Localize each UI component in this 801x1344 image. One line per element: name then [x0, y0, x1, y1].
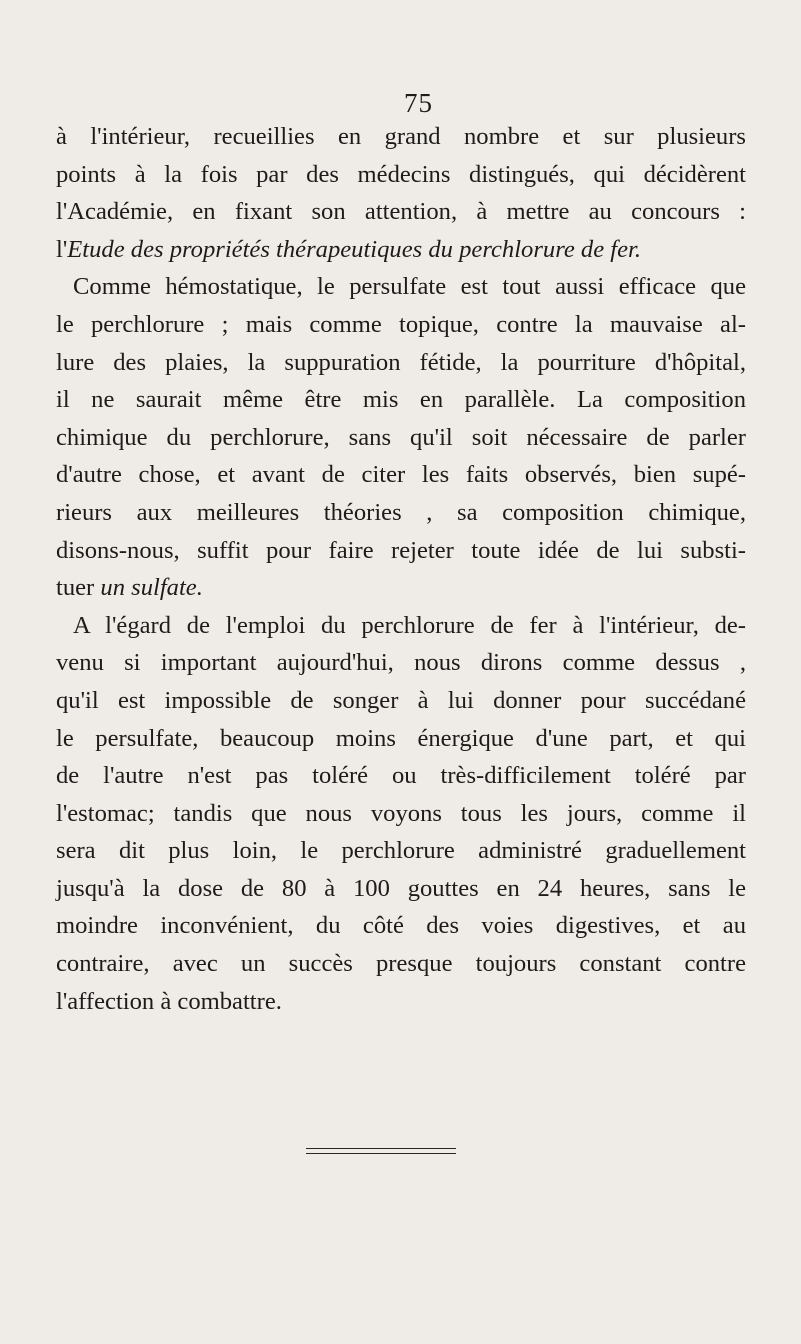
text-run: d'autre chose, et avant de citer les faits observés, bien supé-	[56, 461, 746, 489]
text-line	[56, 193, 746, 231]
text-line	[56, 268, 746, 306]
text-run: l'affection à combattre.	[56, 987, 282, 1015]
text-run: le perchlorure ; mais comme topique, contre la mauvaise al-	[56, 310, 746, 338]
text-run: rieurs aux meilleures théories , sa composition chimique,	[56, 498, 746, 526]
text-line	[56, 381, 746, 419]
text-line	[56, 983, 746, 1021]
text-run: venu si important aujourd'hui, nous dirons comme dessus ,	[56, 649, 746, 677]
text-run: contraire, avec un succès presque toujours constant contre	[56, 950, 746, 978]
italic-text: un sulfate.	[100, 574, 203, 602]
text-line	[56, 494, 746, 532]
text-line	[56, 945, 746, 983]
text-line	[56, 532, 746, 570]
text-line	[56, 644, 746, 682]
text-run: points à la fois par des médecins distingués, qui décidèrent	[56, 160, 746, 188]
text-run: chimique du perchlorure, sans qu'il soit nécessaire de parler	[56, 423, 746, 451]
text-line	[56, 306, 746, 344]
italic-text: Etude des propriétés thérapeutiques du perchlorure de fer.	[67, 235, 642, 263]
text-run: l'Académie, en fixant son attention, à mettre au concours :	[56, 198, 746, 226]
text-line	[56, 118, 746, 156]
text-run: l'	[56, 235, 68, 263]
text-run: sera dit plus loin, le perchlorure administré graduellement	[56, 837, 746, 865]
text-run: l'estomac; tandis que nous voyons tous les jours, comme il	[56, 799, 746, 827]
text-run: de l'autre n'est pas toléré ou très-difficilement toléré par	[56, 762, 746, 790]
text-run: Comme hémostatique, le persulfate est tout aussi efficace que	[73, 273, 746, 301]
text-line	[56, 682, 746, 720]
text-line	[56, 607, 746, 645]
text-run: disons-nous, suffit pour faire rejeter toute idée de lui substi-	[56, 536, 746, 564]
end-rule-bottom	[306, 1153, 456, 1154]
text-run: moindre inconvénient, du côté des voies digestives, et au	[56, 912, 746, 940]
text-run: lure des plaies, la suppuration fétide, la pourriture d'hôpital,	[56, 348, 746, 376]
text-line	[56, 419, 746, 457]
text-line	[56, 456, 746, 494]
text-line	[56, 757, 746, 795]
text-run: il ne saurait même être mis en parallèle. La composition	[56, 386, 746, 414]
text-line	[56, 832, 746, 870]
text-run: le persulfate, beaucoup moins énergique d'une part, et qui	[56, 724, 746, 752]
text-run: tuer	[56, 574, 101, 602]
page-number: 75	[404, 88, 433, 118]
text-line	[56, 795, 746, 833]
text-line	[56, 870, 746, 908]
text-line	[56, 231, 746, 269]
body-text	[56, 118, 746, 1020]
text-line	[56, 344, 746, 382]
text-run: qu'il est impossible de songer à lui donner pour succédané	[56, 686, 746, 714]
text-run: jusqu'à la dose de 80 à 100 gouttes en 24 heures, sans le	[56, 874, 746, 902]
end-rule-top	[306, 1148, 456, 1149]
text-run: A l'égard de l'emploi du perchlorure de fer à l'intérieur, de-	[73, 611, 746, 639]
text-line	[56, 569, 746, 607]
text-line	[56, 156, 746, 194]
text-run: à l'intérieur, recueillies en grand nombre et sur plusieurs	[56, 123, 746, 150]
text-line	[56, 907, 746, 945]
text-line	[56, 720, 746, 758]
